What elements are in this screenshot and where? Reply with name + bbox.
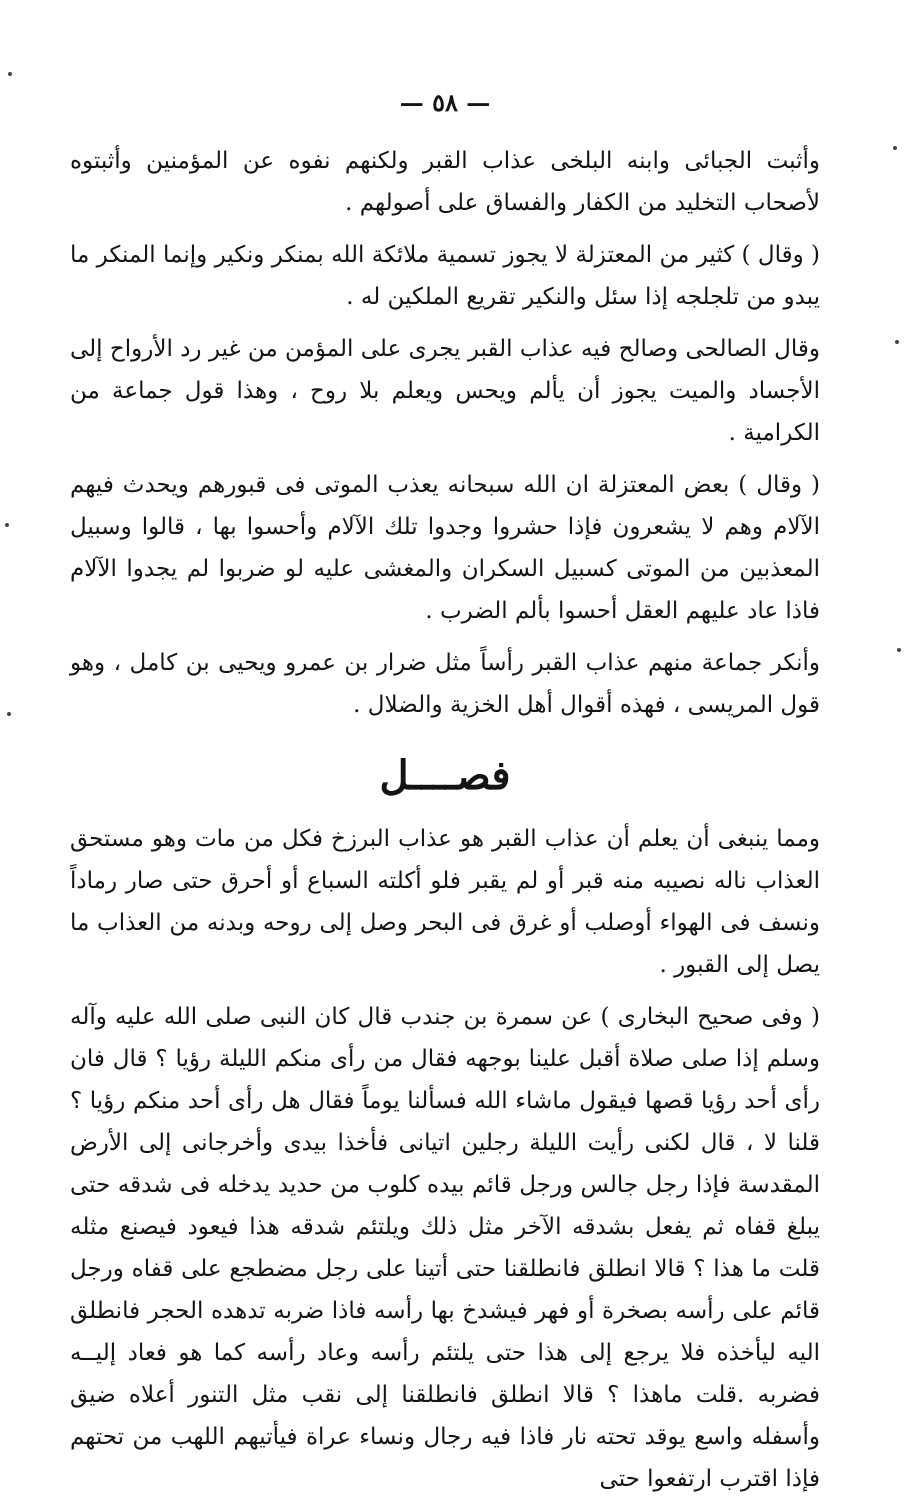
- scan-speck: [7, 712, 11, 716]
- document-page: [70, 0, 821, 1492]
- scan-speck: [8, 72, 12, 76]
- scan-speck: [893, 146, 897, 150]
- paragraph: وأنكر جماعة منهم عذاب القبر رأساً مثل ضرار بن عمرو ويحيى بن كامل ، وهو قول المريسى ، فهذه أقوال أهل الخزية والضلال .: [70, 650, 820, 718]
- scan-speck: [5, 523, 9, 527]
- page-number: — ٥٨ —: [399, 88, 491, 117]
- paragraph: ( وقال ) بعض المعتزلة ان الله سبحانه يعذب الموتى فى قبورهم ويحدث فيهم الآلام وهم لا يشعرون فإذا حشروا وجدوا تلك الآلام وأحسوا بها ، قالوا وسبيل المعذبين من الموتى كسبيل السكران والمغشى عليه لو ضربوا لم يجدوا الآلام فاذا عاد عليهم العقل أحسوا بألم الضرب .: [70, 472, 820, 624]
- paragraph: وأثبت الجبائى وابنه البلخى عذاب القبر ولكنهم نفوه عن المؤمنين وأثبتوه لأصحاب التخليد من الكفار والفساق على أصولهم .: [70, 148, 820, 216]
- paragraph: وقال الصالحى وصالح فيه عذاب القبر يجرى على المؤمن من غير رد الأرواح إلى الأجساد والميت يجوز أن يألم ويحس ويعلم بلا روح ، وهذا قول جماعة من الكرامية .: [70, 336, 820, 446]
- paragraph: ( وفى صحيح البخارى ) عن سمرة بن جندب قال كان النبى صلى الله عليه وآله وسلم إذا صلى صلاة أقبل علينا بوجهه فقال من رأى منكم الليلة رؤيا ؟ قال فان رأى أحد رؤيا قصها فيقول ماشاء الله فسألنا يوماً فقال هل رأى أحد منكم رؤيا ؟ قلنا لا ، قال لكنى رأيت الليلة رجلين اتيانى فأخذا بيدى وأخرجانى إلى الأرض المقدسة فإذا رجل جالس ورجل قائم بيده كلوب من حديد يدخله فى شدقه حتى يبلغ قفاه ثم يفعل بشدقه الآخر مثل ذلك ويلتئم شدقه هذا فيعود فيصنع مثله قلت ما هذا ؟ قالا انطلق فانطلقنا حتى أتينا على رجل مضطجع على قفاه ورجل قائم على رأسه بصخرة أو فهر فيشدخ بها رأسه فاذا ضربه تدهده الحجر فانطلق اليه ليأخذه فلا يرجع إلى هذا حتى يلتئم رأسه وعاد رأسه كما هو فعاد إليــه فضربه .قلت ماهذا ؟ قالا انطلق فانطلقنا إلى نقب مثل التنور أعلاه ضيق وأسفله واسع يوقد تحته نار فاذا فيه رجال ونساء عراة فيأتيهم اللهب من تحتهم فإذا اقترب ارتفعوا حتى: [70, 1004, 821, 1492]
- body-text: [70, 140, 820, 1500]
- paragraph: ومما ينبغى أن يعلم أن عذاب القبر هو عذاب البرزخ فكل من مات وهو مستحق العذاب ناله نصيبه منه قبر أو لم يقبر فلو أكلته السباع أو أحرق حتى صار رماداً ونسف فى الهواء أوصلب أو غرق فى البحر وصل إلى روحه وبدنه من العذاب ما يصل إلى القبور .: [70, 826, 820, 978]
- scan-speck: [895, 340, 899, 344]
- section-heading: فصــــل: [379, 752, 511, 799]
- paragraph: ( وقال ) كثير من المعتزلة لا يجوز تسمية ملائكة الله بمنكر ونكير وإنما المنكر ما يبدو من تلجلجه إذا سئل والنكير تقريع الملكين له .: [70, 242, 820, 310]
- scan-speck: [897, 648, 901, 652]
